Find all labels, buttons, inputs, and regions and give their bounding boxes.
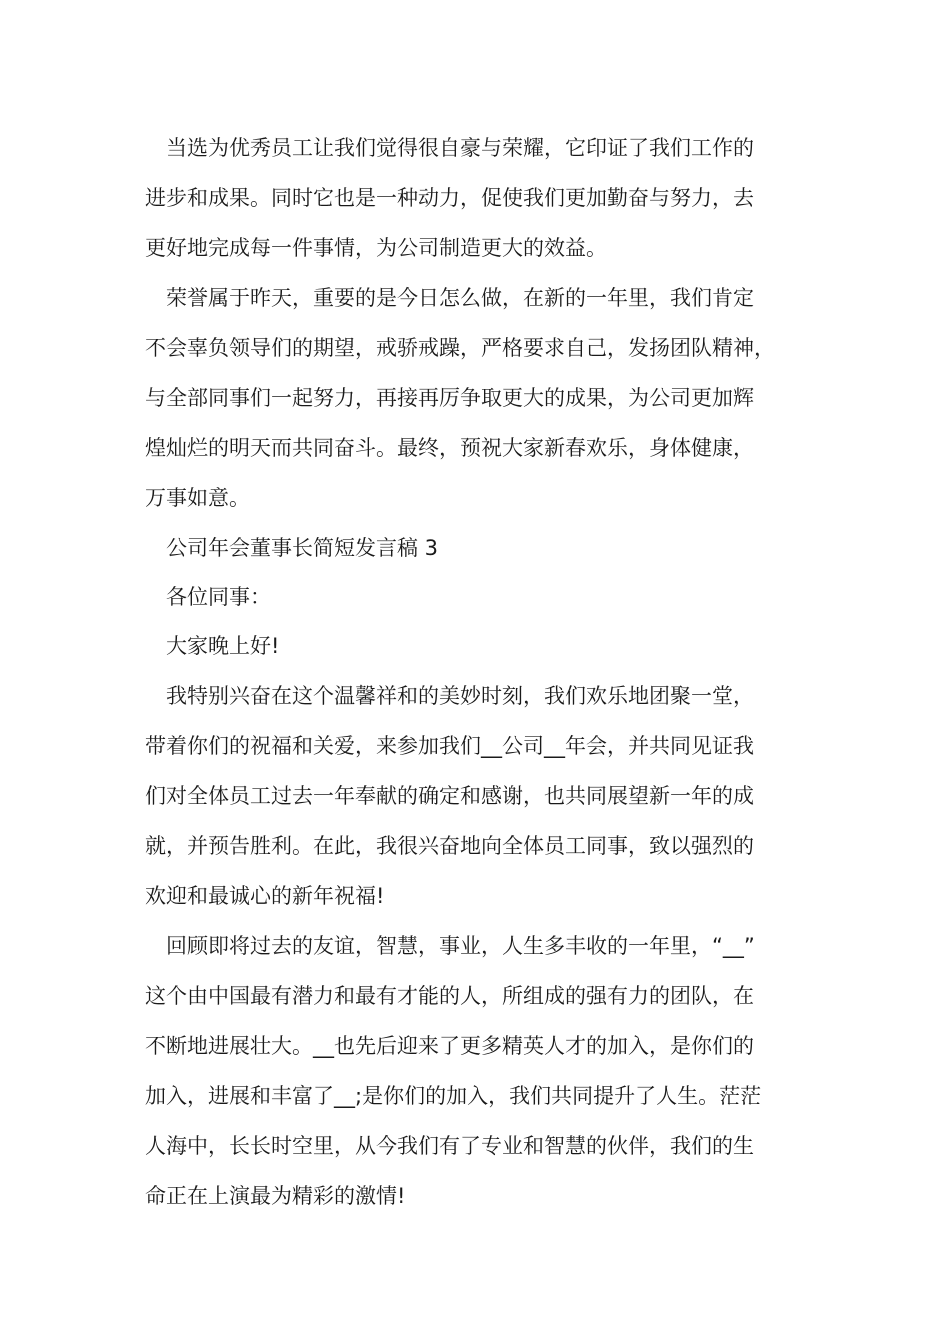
greeting: 大家晚上好! bbox=[145, 634, 280, 658]
paragraph-line: 命正在上演最为精彩的激情! bbox=[145, 1184, 406, 1208]
paragraph-line: 当选为优秀员工让我们觉得很自豪与荣耀，它印证了我们工作的 bbox=[145, 136, 754, 160]
paragraph-line: 进步和成果。同时它也是一种动力，促使我们更加勤奋与努力，去 bbox=[145, 186, 754, 210]
paragraph-line: 我特别兴奋在这个温馨祥和的美妙时刻，我们欢乐地团聚一堂， bbox=[145, 684, 754, 708]
paragraph-line: 煌灿烂的明天而共同奋斗。最终，预祝大家新春欢乐，身体健康， bbox=[145, 436, 754, 460]
paragraph-line: 更好地完成每一件事情，为公司制造更大的效益。 bbox=[145, 236, 607, 260]
paragraph-line: 回顾即将过去的友谊，智慧，事业，人生多丰收的一年里，“__” bbox=[145, 934, 755, 958]
paragraph-line: 人海中，长长时空里，从今我们有了专业和智慧的伙伴，我们的生 bbox=[145, 1134, 754, 1158]
paragraph-line: 与全部同事们一起努力，再接再厉争取更大的成果，为公司更加辉 bbox=[145, 386, 754, 410]
paragraph-line: 这个由中国最有潜力和最有才能的人，所组成的强有力的团队，在 bbox=[145, 984, 754, 1008]
paragraph-line: 带着你们的祝福和关爱，来参加我们__公司__年会，并共同见证我 bbox=[145, 734, 754, 758]
paragraph-line: 荣誉属于昨天，重要的是今日怎么做，在新的一年里，我们肯定 bbox=[145, 286, 754, 310]
paragraph-line: 们对全体员工过去一年奉献的确定和感谢，也共同展望新一年的成 bbox=[145, 784, 754, 808]
paragraph-line: 欢迎和最诚心的新年祝福! bbox=[145, 884, 385, 908]
paragraph-line: 不会辜负领导们的期望，戒骄戒躁，严格要求自己，发扬团队精神， bbox=[145, 336, 775, 360]
paragraph-line: 加入，进展和丰富了__;是你们的加入，我们共同提升了人生。茫茫 bbox=[145, 1084, 762, 1108]
paragraph-line: 万事如意。 bbox=[145, 486, 250, 510]
paragraph-line: 就，并预告胜利。在此，我很兴奋地向全体员工同事，致以强烈的 bbox=[145, 834, 754, 858]
salutation: 各位同事： bbox=[145, 585, 271, 609]
section-heading: 公司年会董事长简短发言稿 3 bbox=[145, 536, 439, 560]
paragraph-line: 不断地进展壮大。__也先后迎来了更多精英人才的加入，是你们的 bbox=[145, 1034, 754, 1058]
